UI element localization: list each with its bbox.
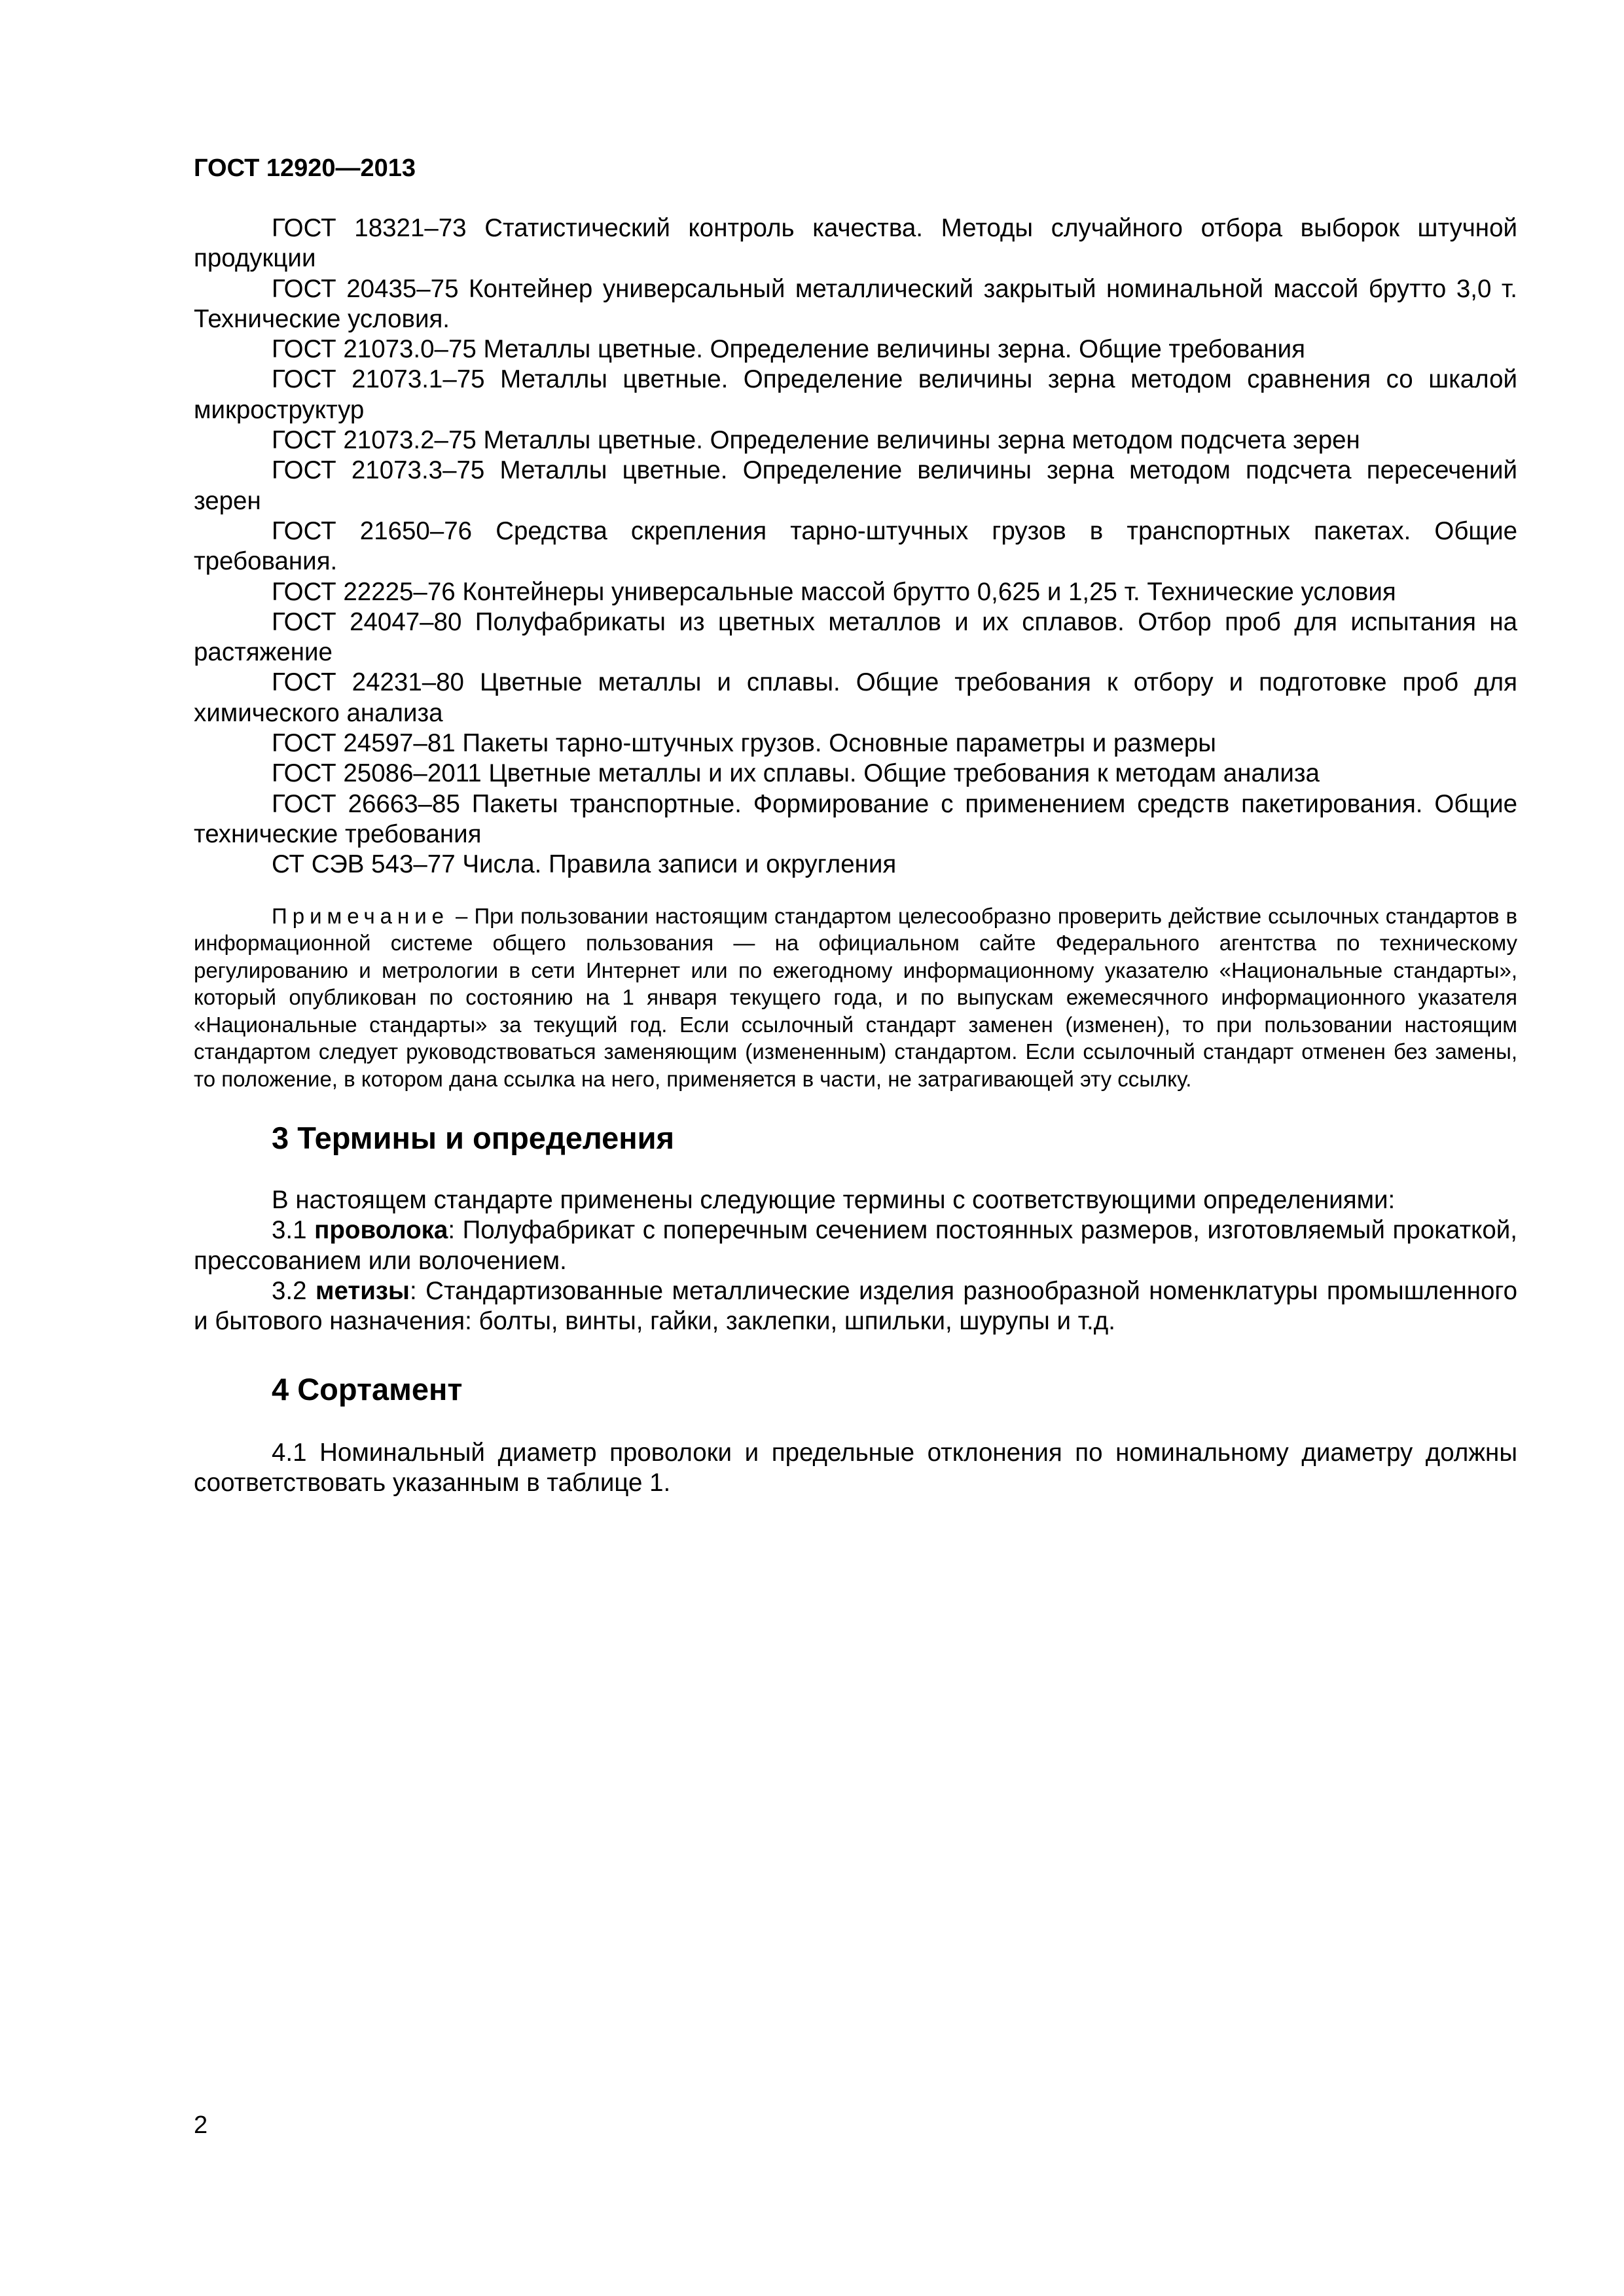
section-4-text: 4.1 Номинальный диаметр проволоки и предельные отклонения по номинальному диаметру должны соответствовать указанным в таблице 1.: [194, 1438, 1517, 1497]
reference-item: ГОСТ 21073.1–75 Металлы цветные. Определение величины зерна методом сравнения со шкалой микроструктур: [194, 365, 1517, 424]
reference-item: СТ СЭВ 543–77 Числа. Правила записи и округления: [272, 850, 897, 879]
term-name: метизы: [316, 1276, 410, 1305]
section-3-title: 3 Термины и определения: [272, 1121, 674, 1156]
note-label: Примечание: [272, 903, 450, 928]
term-number: 3.2: [272, 1276, 316, 1305]
reference-item: ГОСТ 22225–76 Контейнеры универсальные массой брутто 0,625 и 1,25 т. Технические условия: [272, 577, 1396, 606]
reference-item: ГОСТ 26663–85 Пакеты транспортные. Формирование с применением средств пакетирования. Общие технические требования: [194, 789, 1517, 848]
term-definition: [194, 1215, 1517, 1276]
note-dash: –: [449, 903, 475, 928]
reference-item: ГОСТ 21650–76 Средства скрепления тарно-штучных грузов в транспортных пакетах. Общие требования.: [194, 516, 1517, 576]
reference-item: ГОСТ 20435–75 Контейнер универсальный металлический закрытый номинальной массой брутто 3,0 т. Технические условия.: [194, 274, 1517, 333]
page-content: [194, 213, 1517, 1498]
section-4-title: 4 Сортамент: [272, 1371, 463, 1407]
page-number: 2: [194, 2111, 208, 2139]
reference-item: ГОСТ 24231–80 Цветные металлы и сплавы. Общие требования к отбору и подготовке проб для химического анализа: [194, 668, 1517, 727]
reference-item: ГОСТ 21073.2–75 Металлы цветные. Определение величины зерна методом подсчета зерен: [272, 426, 1360, 455]
term-definition: [194, 1276, 1517, 1337]
reference-item: ГОСТ 24597–81 Пакеты тарно-штучных грузов. Основные параметры и размеры: [272, 729, 1216, 758]
reference-item: ГОСТ 21073.3–75 Металлы цветные. Определение величины зерна методом подсчета пересечений зерен: [194, 456, 1517, 515]
term-number: 3.1: [272, 1216, 315, 1245]
reference-item: ГОСТ 24047–80 Полуфабрикаты из цветных металлов и их сплавов. Отбор проб для испытания на растяжение: [194, 607, 1517, 667]
term-name: проволока: [314, 1216, 448, 1245]
term-text: : Полуфабрикат с поперечным сечением постоянных размеров, изготовляемый прокаткой, прессованием или волочением.: [194, 1216, 1518, 1275]
term-text: : Стандартизованные металлические изделия разнообразной номенклатуры промышленного и бытового назначения: болты, винты, гайки, заклепки, шпильки, шурупы и т.д.: [194, 1276, 1517, 1336]
reference-item: ГОСТ 18321–73 Статистический контроль качества. Методы случайного отбора выборок штучной продукции: [194, 214, 1517, 273]
section-3-intro: В настоящем стандарте применены следующие термины с соответствующими определениями:: [272, 1186, 1396, 1215]
normative-references-list: [194, 213, 1517, 880]
document-header: ГОСТ 12920—2013: [194, 154, 416, 182]
note-paragraph: [194, 903, 1517, 1093]
reference-item: ГОСТ 21073.0–75 Металлы цветные. Определение величины зерна. Общие требования: [272, 335, 1305, 364]
reference-item: ГОСТ 25086–2011 Цветные металлы и их сплавы. Общие требования к методам анализа: [272, 759, 1320, 788]
note-text: При пользовании настоящим стандартом целесообразно проверить действие ссылочных стандартов в информационной системе общего пользования — на официальном сайте Федерального агентства по техническому регулированию и метрологии в сети Интернет или по ежегодному информационному указателю «Национальные стандарты», который опубликован по состоянию на 1 января текущего года, и по выпускам ежемесячного информационного указателя «Национальные стандарты» за текущий год. Если ссылочный стандарт заменен (изменен), то при пользовании настоящим стандартом следует руководствоваться заменяющим (измененным) стандартом. Если ссылочный стандарт отменен без замены, то положение, в котором дана ссылка на него, применяется в части, не затрагивающей эту ссылку.: [194, 903, 1517, 1091]
